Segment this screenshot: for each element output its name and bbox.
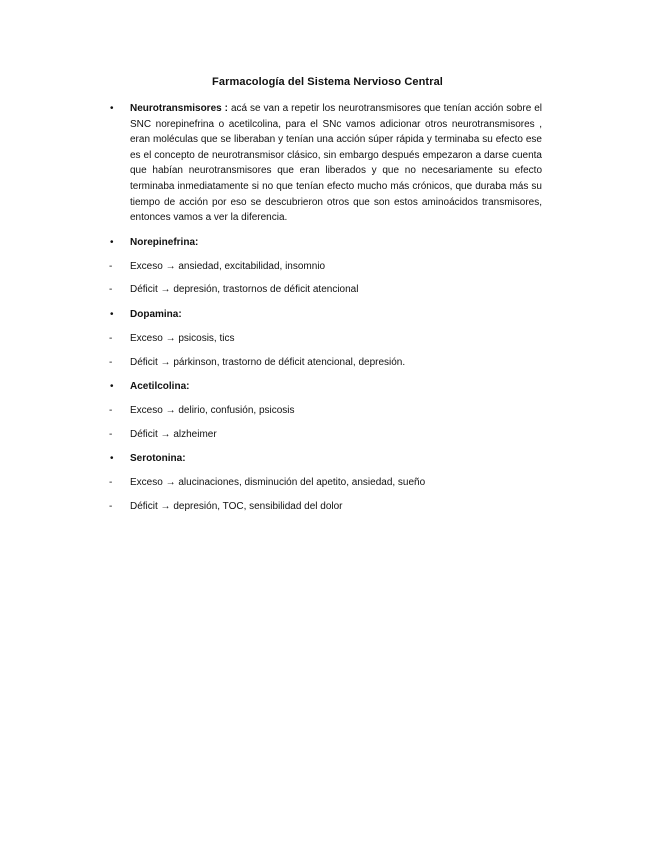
- list-item: Déficit → depresión, trastornos de déficit atencional: [130, 284, 359, 295]
- document-title: Farmacología del Sistema Nervioso Central: [212, 76, 443, 88]
- bullet-marker: •: [110, 309, 114, 320]
- section-heading-dopamina: Dopamina:: [130, 309, 182, 320]
- list-item: Déficit → alzheimer: [130, 429, 217, 440]
- list-item: Exceso → delirio, confusión, psicosis: [130, 405, 295, 416]
- list-item: Exceso → psicosis, tics: [130, 333, 235, 344]
- dash-marker: -: [109, 405, 113, 416]
- dash-marker: -: [109, 357, 113, 368]
- section-heading-serotonina: Serotonina:: [130, 453, 186, 464]
- bullet-marker: •: [110, 237, 114, 248]
- intro-heading: Neurotransmisores :: [130, 103, 228, 114]
- list-item: Déficit → depresión, TOC, sensibilidad del dolor: [130, 501, 343, 512]
- section-heading-acetilcolina: Acetilcolina:: [130, 381, 190, 392]
- dash-marker: -: [109, 261, 113, 272]
- dash-marker: -: [109, 501, 113, 512]
- intro-paragraph: [130, 101, 542, 226]
- bullet-marker: •: [110, 381, 114, 392]
- intro-text: acá se van a repetir los neurotransmisores que tenían acción sobre el SNC norepinefrina o acetilcolina, para el SNc vamos adicionar otros neurotransmisores , eran moléculas que se liberaban y tenían una acción súper rápida y terminaba su efecto ese es el concepto de neurotransmisor clásico, sin embargo después empezaron a darse cuenta que habían neurotransmisores que eran liberados y que no necesariamente su efecto terminaba inmediatamente si no que tenían efecto mucho más crónicos, que duraba más su tiempo de acción por eso se descubrieron otros que son estos aminoácidos transmisores, entonces vamos a ver la diferencia.: [130, 103, 543, 224]
- list-item: Exceso → ansiedad, excitabilidad, insomnio: [130, 261, 326, 272]
- dash-marker: -: [109, 429, 113, 440]
- dash-marker: -: [109, 477, 113, 488]
- section-heading-norepinefrina: Norepinefrina:: [130, 237, 199, 248]
- dash-marker: -: [109, 284, 113, 295]
- bullet-marker: •: [110, 103, 114, 114]
- list-item: Exceso → alucinaciones, disminución del apetito, ansiedad, sueño: [130, 477, 426, 488]
- list-item: Déficit → párkinson, trastorno de déficit atencional, depresión.: [130, 357, 406, 368]
- dash-marker: -: [109, 333, 113, 344]
- bullet-marker: •: [110, 453, 114, 464]
